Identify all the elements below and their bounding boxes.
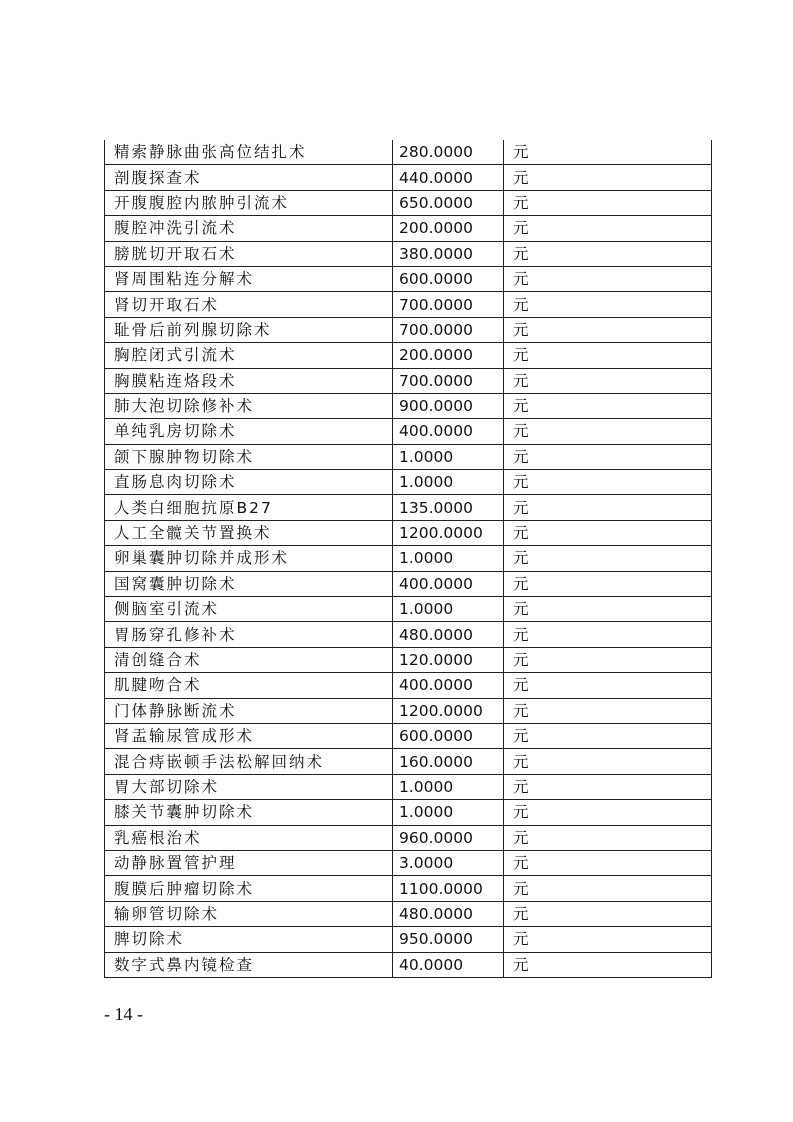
unit-cell: 元 xyxy=(504,774,712,799)
table-row xyxy=(105,343,712,368)
unit-cell: 元 xyxy=(504,444,712,469)
price-cell: 400.0000 xyxy=(393,673,504,698)
procedure-name-cell: 腹膜后肿瘤切除术 xyxy=(105,876,393,901)
procedure-name-cell: 数字式鼻内镜检查 xyxy=(105,952,393,977)
unit-cell: 元 xyxy=(504,571,712,596)
unit-cell: 元 xyxy=(504,749,712,774)
table-row xyxy=(105,800,712,825)
unit-cell: 元 xyxy=(504,597,712,622)
table-row xyxy=(105,292,712,317)
price-cell: 1.0000 xyxy=(393,774,504,799)
unit-cell: 元 xyxy=(504,673,712,698)
price-cell: 135.0000 xyxy=(393,495,504,520)
procedure-name-cell: 国窝囊肿切除术 xyxy=(105,571,393,596)
procedure-name-cell: 腹腔冲洗引流术 xyxy=(105,216,393,241)
procedure-name-cell: 颌下腺肿物切除术 xyxy=(105,444,393,469)
unit-cell: 元 xyxy=(504,825,712,850)
price-cell: 480.0000 xyxy=(393,622,504,647)
table-row xyxy=(105,876,712,901)
procedure-name-cell: 胃大部切除术 xyxy=(105,774,393,799)
table-row xyxy=(105,571,712,596)
unit-cell: 元 xyxy=(504,723,712,748)
procedure-name-cell: 肺大泡切除修补术 xyxy=(105,393,393,418)
procedure-name-cell: 肾周围粘连分解术 xyxy=(105,266,393,291)
fee-table xyxy=(104,140,712,978)
price-cell: 1.0000 xyxy=(393,597,504,622)
table-row xyxy=(105,901,712,926)
procedure-name-cell: 清创缝合术 xyxy=(105,647,393,672)
table-row xyxy=(105,546,712,571)
procedure-name-cell: 乳癌根治术 xyxy=(105,825,393,850)
procedure-name-cell: 脾切除术 xyxy=(105,927,393,952)
procedure-name-cell: 精索静脉曲张高位结扎术 xyxy=(105,140,393,165)
price-cell: 200.0000 xyxy=(393,216,504,241)
table-row xyxy=(105,419,712,444)
price-cell: 480.0000 xyxy=(393,901,504,926)
price-cell: 160.0000 xyxy=(393,749,504,774)
procedure-name-cell: 胸腔闭式引流术 xyxy=(105,343,393,368)
procedure-name-cell: 人工全髋关节置换术 xyxy=(105,520,393,545)
fee-table-body xyxy=(105,140,712,977)
procedure-name-cell: 侧脑室引流术 xyxy=(105,597,393,622)
price-cell: 1.0000 xyxy=(393,546,504,571)
table-row xyxy=(105,774,712,799)
unit-cell: 元 xyxy=(504,292,712,317)
procedure-name-cell: 胸膜粘连烙段术 xyxy=(105,368,393,393)
unit-cell: 元 xyxy=(504,495,712,520)
price-cell: 280.0000 xyxy=(393,140,504,165)
table-row xyxy=(105,927,712,952)
procedure-name-cell: 单纯乳房切除术 xyxy=(105,419,393,444)
table-row xyxy=(105,597,712,622)
unit-cell: 元 xyxy=(504,927,712,952)
unit-cell: 元 xyxy=(504,546,712,571)
procedure-name-cell: 耻骨后前列腺切除术 xyxy=(105,317,393,342)
table-row xyxy=(105,825,712,850)
unit-cell: 元 xyxy=(504,266,712,291)
procedure-name-cell: 肾切开取石术 xyxy=(105,292,393,317)
table-row xyxy=(105,622,712,647)
price-cell: 700.0000 xyxy=(393,317,504,342)
table-row xyxy=(105,190,712,215)
unit-cell: 元 xyxy=(504,647,712,672)
table-row xyxy=(105,444,712,469)
table-row xyxy=(105,698,712,723)
procedure-name-cell: 人类白细胞抗原B27 xyxy=(105,495,393,520)
price-cell: 1200.0000 xyxy=(393,520,504,545)
table-row xyxy=(105,520,712,545)
table-row xyxy=(105,140,712,165)
table-row xyxy=(105,241,712,266)
unit-cell: 元 xyxy=(504,241,712,266)
unit-cell: 元 xyxy=(504,850,712,875)
unit-cell: 元 xyxy=(504,800,712,825)
price-cell: 1200.0000 xyxy=(393,698,504,723)
price-cell: 380.0000 xyxy=(393,241,504,266)
table-row xyxy=(105,393,712,418)
procedure-name-cell: 输卵管切除术 xyxy=(105,901,393,926)
table-row xyxy=(105,952,712,977)
unit-cell: 元 xyxy=(504,520,712,545)
price-cell: 700.0000 xyxy=(393,292,504,317)
table-row xyxy=(105,850,712,875)
unit-cell: 元 xyxy=(504,393,712,418)
table-row xyxy=(105,723,712,748)
unit-cell: 元 xyxy=(504,470,712,495)
procedure-name-cell: 膀胱切开取石术 xyxy=(105,241,393,266)
price-cell: 900.0000 xyxy=(393,393,504,418)
table-row xyxy=(105,317,712,342)
price-cell: 40.0000 xyxy=(393,952,504,977)
price-cell: 1.0000 xyxy=(393,470,504,495)
unit-cell: 元 xyxy=(504,952,712,977)
procedure-name-cell: 胃肠穿孔修补术 xyxy=(105,622,393,647)
unit-cell: 元 xyxy=(504,419,712,444)
unit-cell: 元 xyxy=(504,317,712,342)
unit-cell: 元 xyxy=(504,622,712,647)
table-row xyxy=(105,673,712,698)
table-row xyxy=(105,368,712,393)
procedure-name-cell: 肌腱吻合术 xyxy=(105,673,393,698)
table-row xyxy=(105,165,712,190)
page-number: - 14 - xyxy=(104,1004,143,1024)
price-cell: 400.0000 xyxy=(393,571,504,596)
price-cell: 700.0000 xyxy=(393,368,504,393)
table-row xyxy=(105,266,712,291)
procedure-name-cell: 膝关节囊肿切除术 xyxy=(105,800,393,825)
procedure-name-cell: 直肠息肉切除术 xyxy=(105,470,393,495)
procedure-name-cell: 动静脉置管护理 xyxy=(105,850,393,875)
price-cell: 950.0000 xyxy=(393,927,504,952)
unit-cell: 元 xyxy=(504,698,712,723)
procedure-name-cell: 混合痔嵌顿手法松解回纳术 xyxy=(105,749,393,774)
price-cell: 1.0000 xyxy=(393,444,504,469)
unit-cell: 元 xyxy=(504,165,712,190)
price-cell: 440.0000 xyxy=(393,165,504,190)
price-cell: 200.0000 xyxy=(393,343,504,368)
price-cell: 960.0000 xyxy=(393,825,504,850)
table-row xyxy=(105,470,712,495)
unit-cell: 元 xyxy=(504,190,712,215)
price-cell: 600.0000 xyxy=(393,723,504,748)
procedure-name-cell: 剖腹探查术 xyxy=(105,165,393,190)
procedure-name-cell: 卵巢囊肿切除并成形术 xyxy=(105,546,393,571)
price-cell: 400.0000 xyxy=(393,419,504,444)
table-row xyxy=(105,647,712,672)
unit-cell: 元 xyxy=(504,216,712,241)
unit-cell: 元 xyxy=(504,876,712,901)
price-cell: 1100.0000 xyxy=(393,876,504,901)
price-cell: 600.0000 xyxy=(393,266,504,291)
procedure-name-cell: 肾盂输尿管成形术 xyxy=(105,723,393,748)
procedure-name-cell: 开腹腹腔内脓肿引流术 xyxy=(105,190,393,215)
unit-cell: 元 xyxy=(504,343,712,368)
price-cell: 650.0000 xyxy=(393,190,504,215)
unit-cell: 元 xyxy=(504,901,712,926)
price-cell: 1.0000 xyxy=(393,800,504,825)
price-cell: 3.0000 xyxy=(393,850,504,875)
table-row xyxy=(105,216,712,241)
procedure-name-cell: 门体静脉断流术 xyxy=(105,698,393,723)
unit-cell: 元 xyxy=(504,368,712,393)
unit-cell: 元 xyxy=(513,143,529,162)
price-cell: 120.0000 xyxy=(393,647,504,672)
table-row xyxy=(105,495,712,520)
table-row xyxy=(105,749,712,774)
